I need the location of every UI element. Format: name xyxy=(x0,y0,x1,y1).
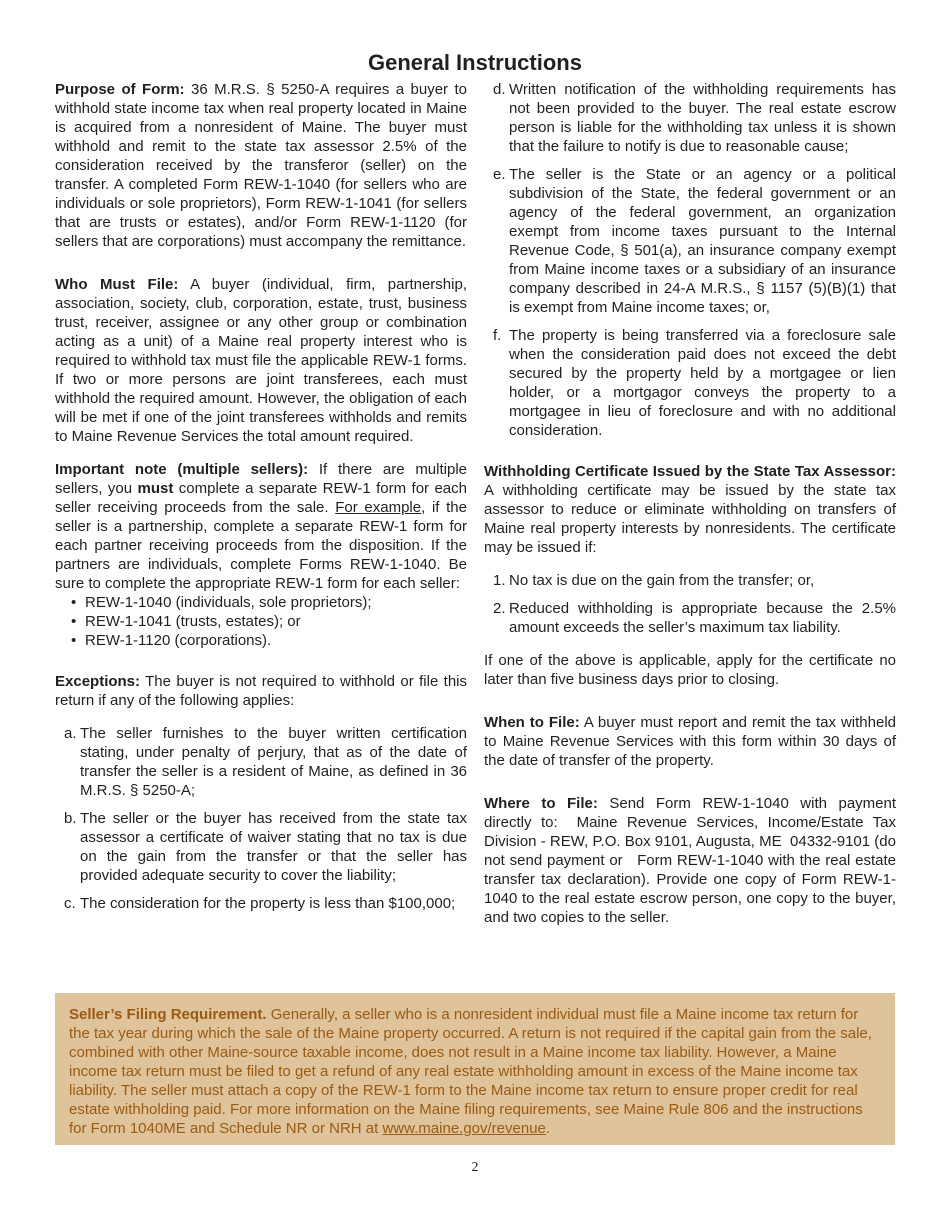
when-label: When to File: xyxy=(484,714,580,731)
list-marker: a. xyxy=(64,725,77,742)
list-item xyxy=(484,599,896,637)
certificate-label: Withholding Certificate Issued by the State Tax Assessor: xyxy=(484,463,896,480)
list-item xyxy=(484,571,896,590)
where-text: Send Form REW-1-1040 with payment directly to: Maine Revenue Services, Income/Estate Tax Division - REW, P.O. Box 9101, Augusta, ME 04332-9101 (do not send payment or Form REW-1-1040 with the real estate transfer tax declaration). Provide one copy of Form REW-1-1040 to the real estate escrow person, one copy to the buyer, and two copies to the seller. xyxy=(484,795,901,926)
list-marker: f. xyxy=(493,327,502,344)
purpose-text: 36 M.R.S. § 5250-A requires a buyer to withhold state income tax when real property located in Maine is acquired from a nonresident of Maine. The buyer must withhold and remit to the state tax assessor 2.5% of the consideration received by the transferor (seller) on the transfer. A completed Form REW-1-1040 (for sellers who are individuals or sole proprietors), Form REW-1-1041 (for sellers that are trusts or estates), and/or Form REW-1-1120 (for sellers that are corporations) must accompany the remittance. xyxy=(55,81,467,250)
important-label: Important note (multiple sellers): xyxy=(55,461,309,478)
list-text: The seller or the buyer has received from the state tax assessor a certificate of waiver stating that no tax is due on the gain from the transfer or that the seller has provided adequate security to cover the liability; xyxy=(80,810,467,884)
when-text: A buyer must report and remit the tax withheld to Maine Revenue Services with this form within 30 days of the date of transfer of the property. xyxy=(484,714,896,769)
list-marker: e. xyxy=(493,166,506,183)
list-marker: d. xyxy=(493,81,506,98)
certificate-text: A withholding certificate may be issued by the state tax assessor to reduce or eliminate withholding on transfers of Maine real property interests by nonresidents. The certificate may be issued if: xyxy=(484,482,896,556)
list-text: Reduced withholding is appropriate because the 2.5% amount exceeds the seller’s maximum tax liability. xyxy=(509,600,896,636)
seller-box-label: Seller’s Filing Requirement. xyxy=(69,1006,267,1023)
who-text: A buyer (individual, firm, partnership, association, society, club, corporation, estate, trust, business trust, receiver, assignee or any other group or combination acting as a unit) of a Maine real property interest who is required to withhold tax must file the applicable REW-1 forms. If two or more persons are joint transferees, each must withhold the required amount. However, the obligation of each will be met if one of the joint transferees withholds and remits to Maine Revenue Services the total amount required. xyxy=(55,276,467,445)
right-column xyxy=(484,80,901,941)
exceptions-text: The buyer is not required to withhold or file this return if any of the following applies: xyxy=(55,673,467,709)
list-text: The property is being transferred via a foreclosure sale when the consideration paid does not exceed the debt secured by the property held by a mortgagee or lien holder, or a mortgagor conveys the property to a mortgagee in lieu of foreclosure and with no additional consideration. xyxy=(509,327,896,439)
left-column xyxy=(55,80,467,927)
important-must: must xyxy=(137,480,174,497)
list-marker: c. xyxy=(64,895,76,912)
list-item xyxy=(55,724,467,800)
list-item xyxy=(484,165,896,317)
list-text: The consideration for the property is less than $100,000; xyxy=(80,895,456,912)
seller-box-text: Generally, a seller who is a nonresident individual must file a Maine income tax return for the tax year during which the sale of the Maine property occurred. A return is not required if the capital gain from the sale, combined with other Maine-source taxable income, does not result in a Maine income tax liability. However, a Maine income tax return must be filed to get a refund of any real estate withholding amount in excess of the Maine income tax liability. The seller must attach a copy of the REW-1 form to the Maine income tax return to ensure proper credit for real estate withholding paid. For more information on the Maine filing requirements, see Maine Rule 806 and the instructions for Form 1040ME and Schedule NR or NRH at xyxy=(69,1006,872,1137)
important-text-1: If there are multiple sellers, you xyxy=(55,461,468,497)
page-title: General Instructions xyxy=(368,50,582,75)
list-text: The seller furnishes to the buyer written certification stating, under penalty of perjury, that as of the date of transfer the seller is a resident of Maine, as defined in 36 M.R.S. § 5250-A; xyxy=(80,725,467,799)
list-marker: b. xyxy=(64,810,77,827)
certificate-list xyxy=(484,571,896,637)
list-text: Written notification of the withholding requirements has not been provided to the buyer. The real estate escrow person is liable for the withholding tax unless it is shown that the failure to notify is due to reasonable cause; xyxy=(509,81,896,155)
where-label: Where to File: xyxy=(484,795,598,812)
purpose-label: Purpose of Form: xyxy=(55,81,185,98)
important-example: For example xyxy=(335,499,422,516)
list-item xyxy=(484,326,896,440)
maine-revenue-link[interactable]: www.maine.gov/revenue xyxy=(382,1120,546,1137)
exceptions-paragraph xyxy=(55,672,467,710)
form-bullet-list xyxy=(55,593,467,650)
page-number: 2 xyxy=(471,1160,479,1175)
list-item: • REW-1-1120 (corporations). xyxy=(71,631,467,650)
important-text-3: , if the seller is a partnership, complete a separate REW-1 form for each partner receiving proceeds from the disposition. If the partners are individuals, complete Forms REW-1-1040. Be sure to complete the appropriate REW-1 form for each seller: xyxy=(55,499,467,592)
list-item: • REW-1-1041 (trusts, estates); or xyxy=(71,612,467,631)
who-label: Who Must File: xyxy=(55,276,179,293)
seller-box-end: . xyxy=(545,1120,551,1137)
important-text-2: complete a separate REW-1 form for each seller receiving proceeds from the sale. xyxy=(55,480,467,516)
certificate-paragraph xyxy=(484,462,896,557)
who-must-file-paragraph xyxy=(55,275,467,446)
list-text: No tax is due on the gain from the transfer; or, xyxy=(509,572,815,589)
exceptions-label: Exceptions: xyxy=(55,673,141,690)
list-item xyxy=(55,894,467,913)
exceptions-list-continued xyxy=(484,80,896,440)
list-item xyxy=(484,80,896,156)
exceptions-list xyxy=(55,724,467,913)
list-text: The seller is the State or an agency or a political subdivision of the State, the federal government or an agency of the federal government, an organization exempt from income taxes pursuant to the Internal Revenue Code, § 501(a), an insurance company exempt from Maine income taxes or a subsidiary of an insurance company described in 24-A M.R.S., § 1157 (5)(B)(1) that is exempt from Maine income taxes; or, xyxy=(509,166,896,316)
where-to-file-paragraph xyxy=(484,794,901,927)
list-item xyxy=(55,809,467,885)
list-marker: 1. xyxy=(493,572,506,589)
when-to-file-paragraph xyxy=(484,713,896,770)
seller-filing-requirement-box xyxy=(55,993,895,1145)
important-note-paragraph xyxy=(55,460,467,593)
list-marker: 2. xyxy=(493,600,506,617)
if-one-paragraph: If one of the above is applicable, apply for the certificate no later than five business days prior to closing. xyxy=(484,652,896,688)
list-item: • REW-1-1040 (individuals, sole proprietors); xyxy=(71,593,467,612)
purpose-paragraph xyxy=(55,80,467,251)
